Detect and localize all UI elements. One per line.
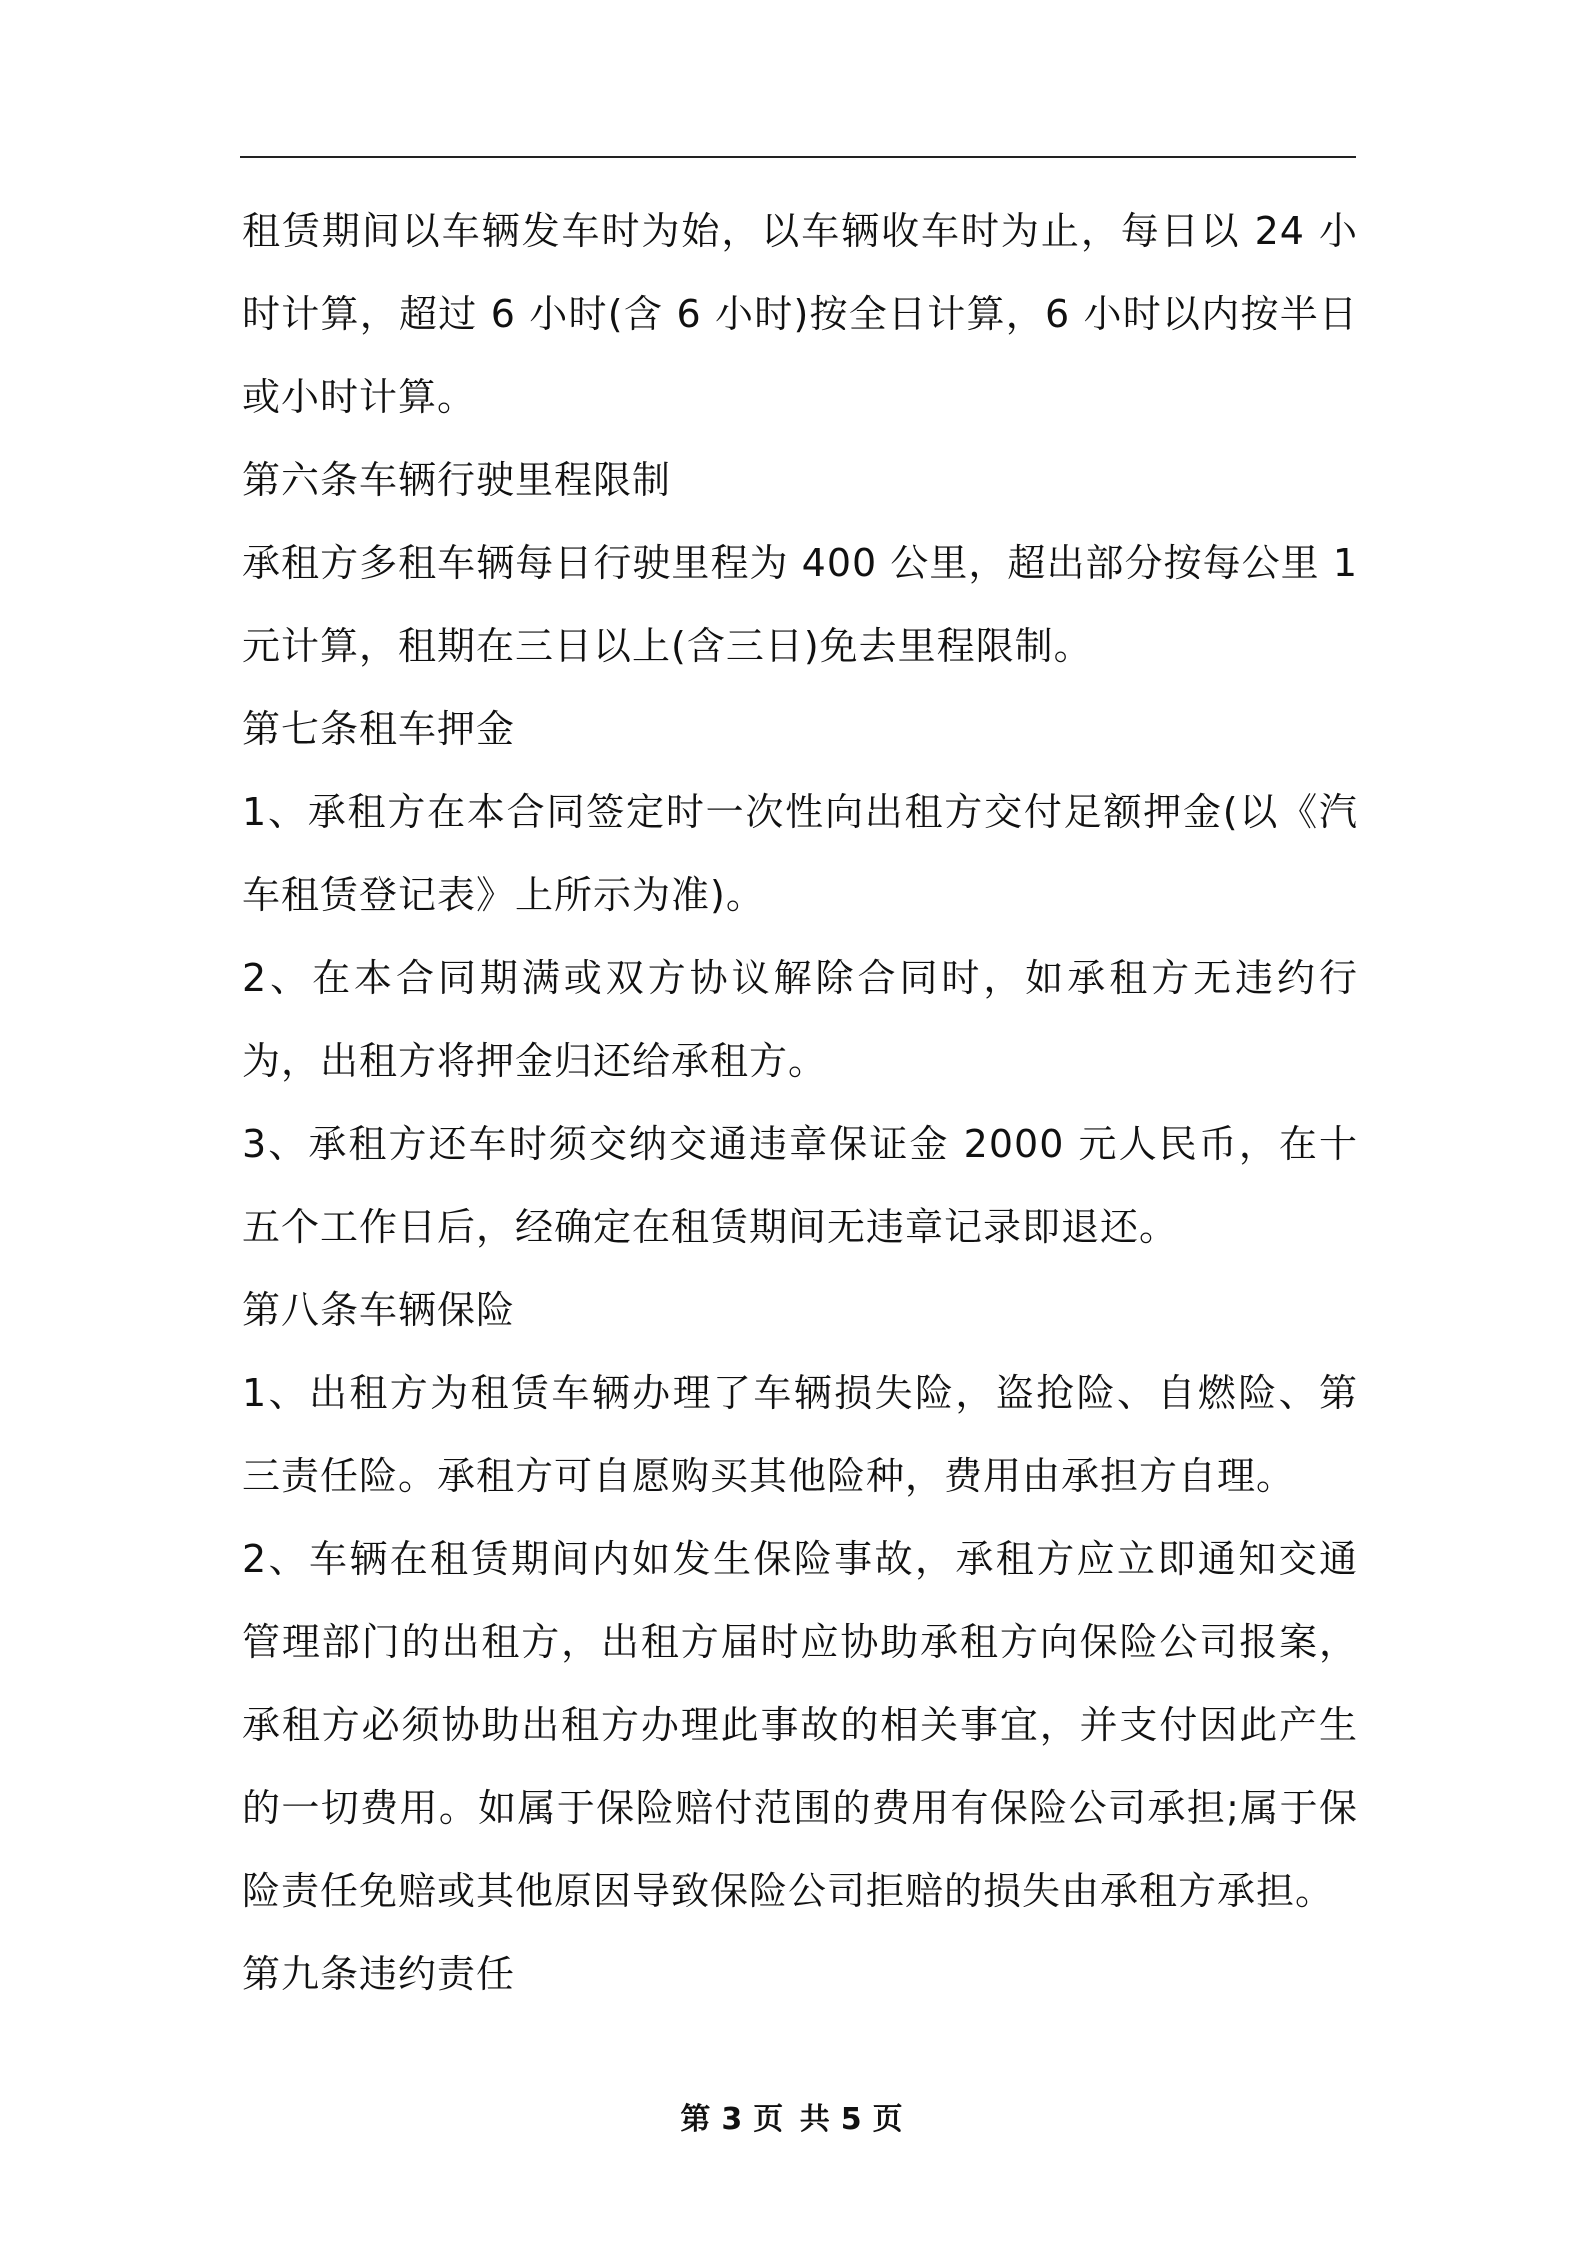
heading-article-8: 第八条车辆保险 — [242, 1288, 516, 1332]
header-rule — [240, 156, 1356, 158]
footer-middle: 页 共 — [753, 2102, 833, 2137]
paragraph-deposit-3: 3、承租方还车时须交纳交通违章保证金 2000 元人民币，在十五个工作日后，经确定在租赁期间无违章记录即退还。 — [242, 1122, 1358, 1249]
paragraph-insurance-1: 1、出租方为租赁车辆办理了车辆损失险，盗抢险、自燃险、第三责任险。承租方可自愿购买其他险种，费用由承担方自理。 — [242, 1371, 1358, 1498]
paragraph-deposit-2: 2、在本合同期满或双方协议解除合同时，如承租方无违约行为，出租方将押金归还给承租方。 — [242, 956, 1358, 1083]
paragraph-mileage-limit: 承租方多租车辆每日行驶里程为 400 公里，超出部分按每公里 1 元计算，租期在三日以上(含三日)免去里程限制。 — [242, 541, 1358, 668]
heading-article-6: 第六条车辆行驶里程限制 — [242, 458, 672, 502]
heading-article-9: 第九条违约责任 — [242, 1952, 516, 1996]
footer-total-pages: 5 — [840, 2102, 865, 2137]
paragraph-rental-period: 租赁期间以车辆发车时为始，以车辆收车时为止，每日以 24 小时计算，超过 6 小时(含 6 小时)按全日计算，6 小时以内按半日或小时计算。 — [242, 209, 1358, 419]
page-footer — [0, 2094, 1586, 2138]
heading-article-7: 第七条租车押金 — [242, 707, 516, 751]
document-body — [242, 190, 1358, 2016]
footer-current-page: 3 — [721, 2102, 746, 2137]
paragraph-deposit-1: 1、承租方在本合同签定时一次性向出租方交付足额押金(以《汽车租赁登记表》上所示为准)。 — [242, 790, 1358, 917]
paragraph-insurance-2: 2、车辆在租赁期间内如发生保险事故，承租方应立即通知交通管理部门的出租方，出租方届时应协助承租方向保险公司报案，承租方必须协助出租方办理此事故的相关事宜，并支付因此产生的一切费用。如属于保险赔付范围的费用有保险公司承担;属于保险责任免赔或其他原因导致保险公司拒赔的损失由承租方承担。 — [242, 1537, 1358, 1913]
footer-prefix: 第 — [680, 2102, 714, 2137]
footer-suffix: 页 — [872, 2102, 906, 2137]
